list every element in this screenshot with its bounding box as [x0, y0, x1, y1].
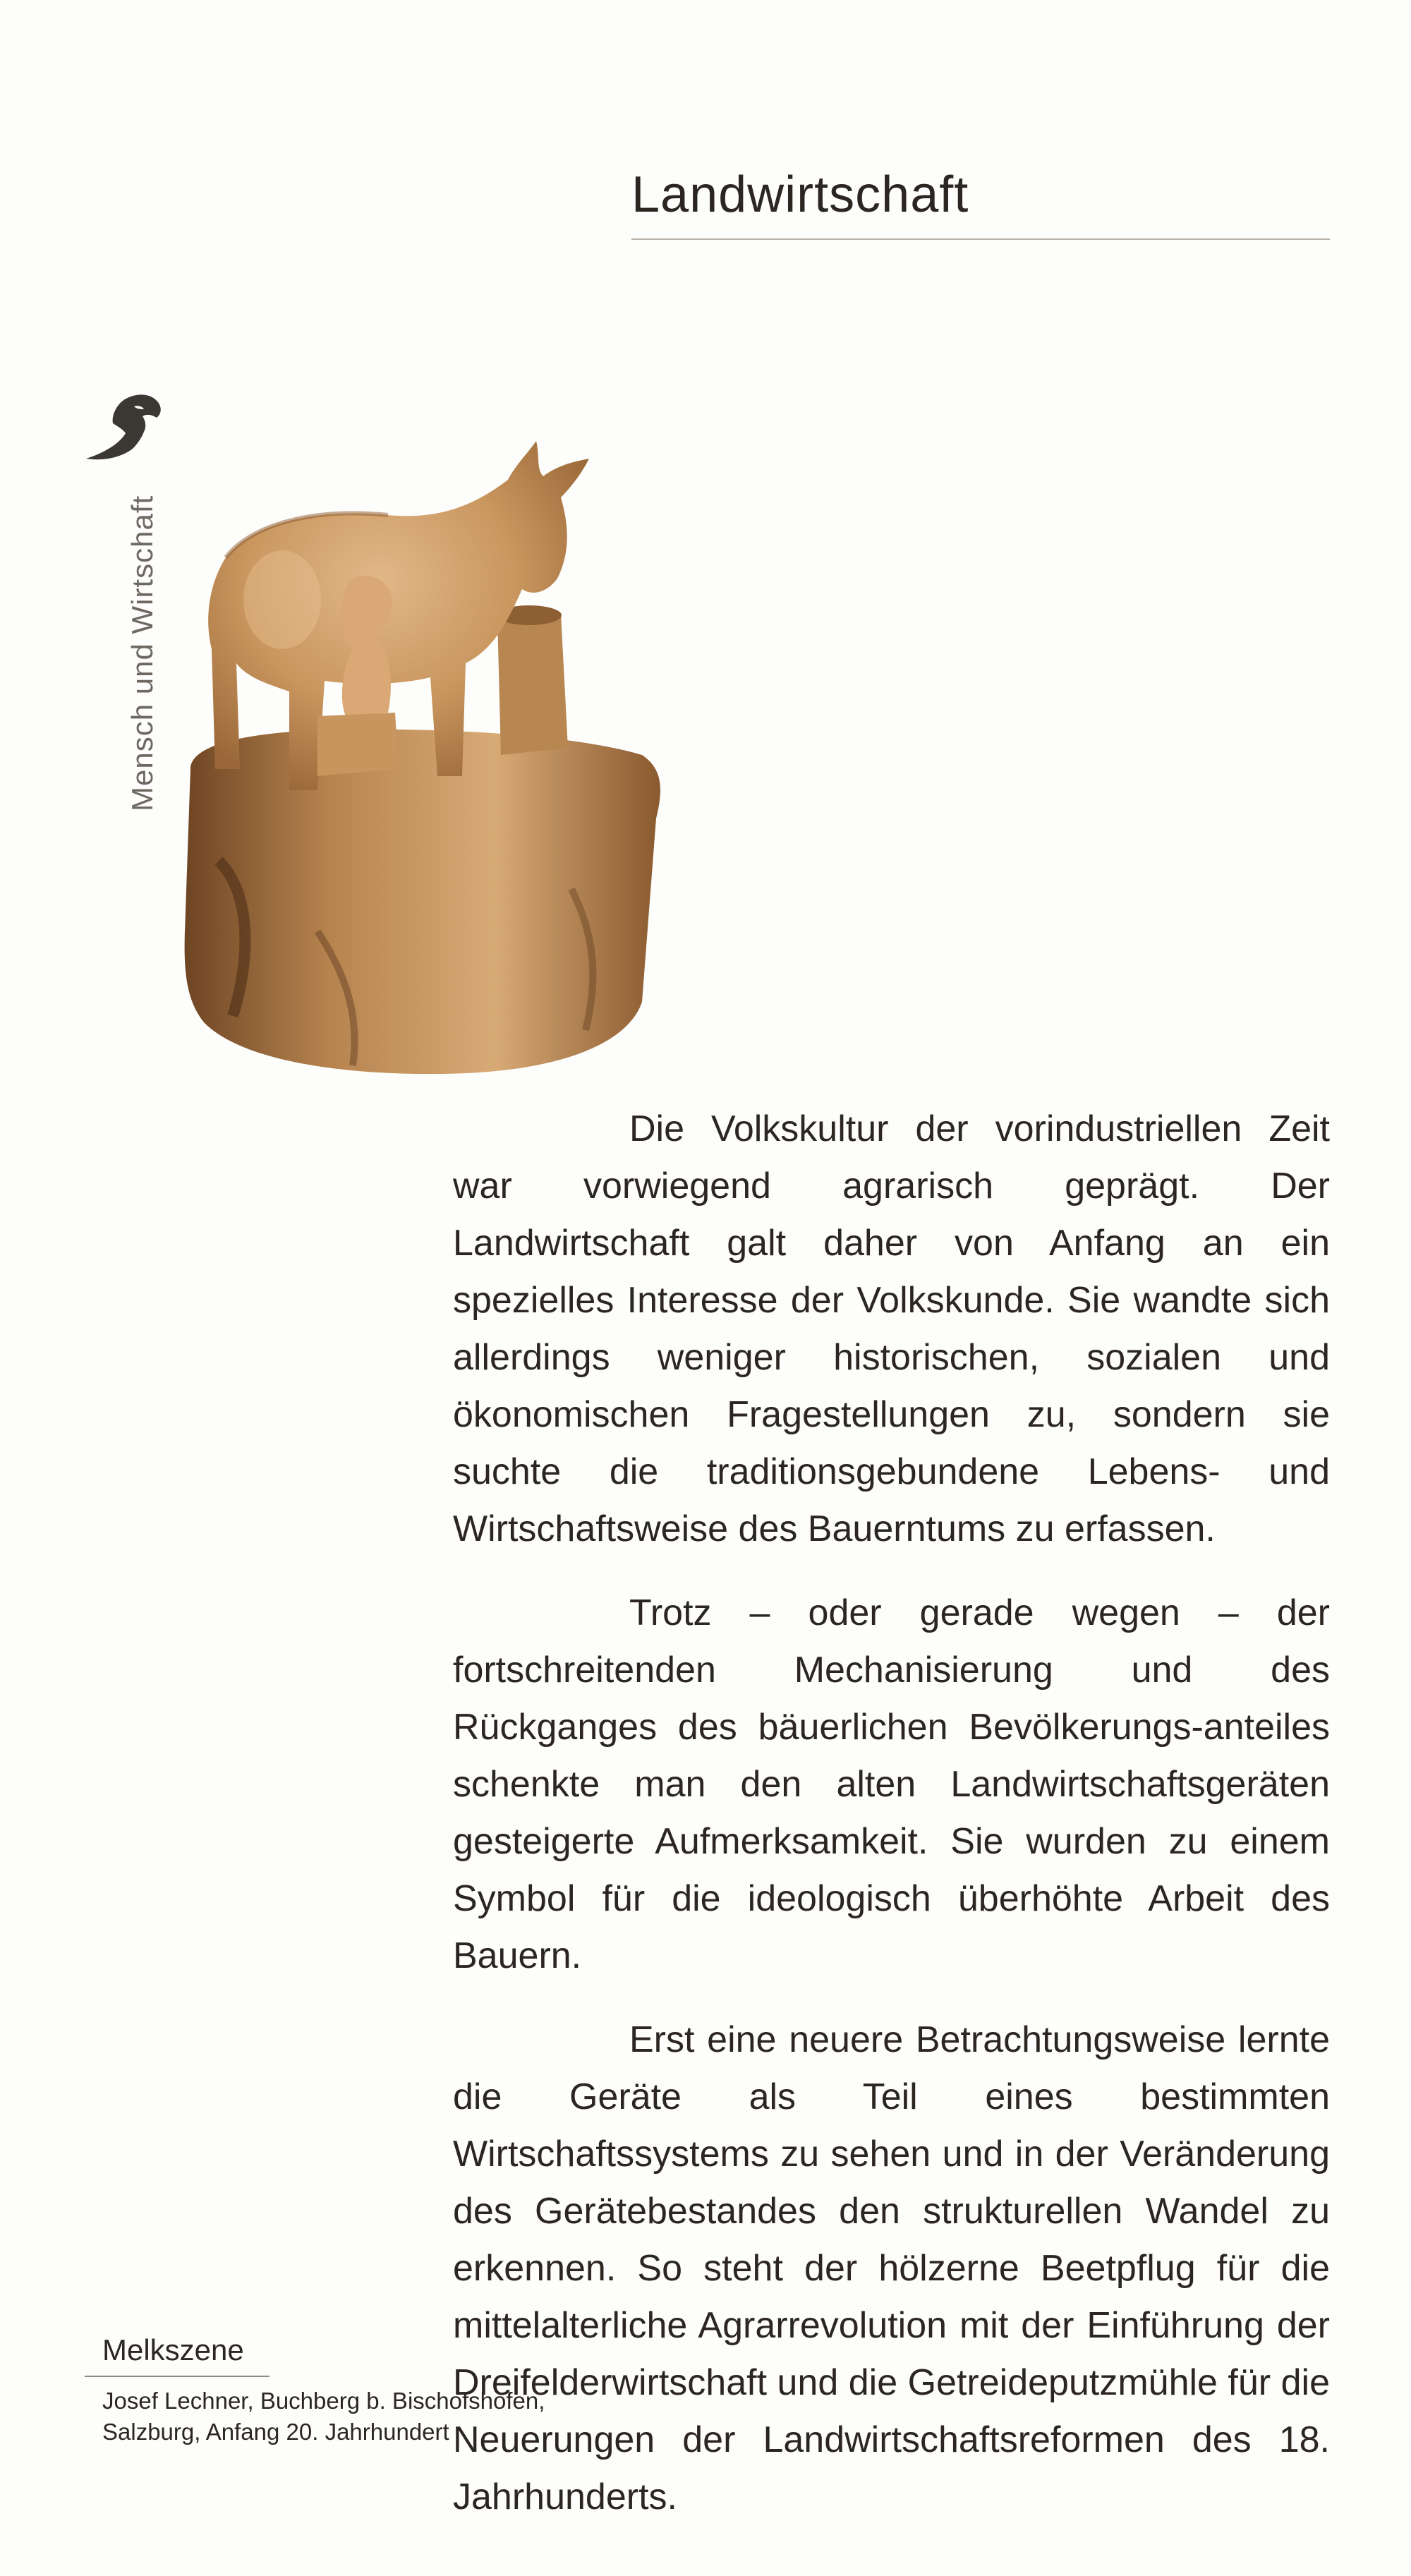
caption-line: Salzburg, Anfang 20. Jahrhundert — [102, 2419, 449, 2445]
caption-line: Josef Lechner, Buchberg b. Bischofshofen, — [102, 2388, 545, 2414]
page-title: Landwirtschaft — [631, 167, 969, 223]
title-underline — [631, 238, 1330, 240]
wood-carving-image — [176, 437, 670, 1087]
mask-logo-icon — [76, 374, 168, 466]
body-text — [453, 1101, 1330, 2553]
paragraph: Erst eine neuere Betrachtungsweise lernte die Geräte als Teil eines bestimmten Wirtschaftssystems zu sehen und in der Veränderung des Gerätebestandes den strukturellen Wandel zu erkennen. So steht der hölzerne Beetpflug für die mittelalterliche Agrarrevolution mit der Einführung der Dreifelderwirtschaft und die Getreideputzmühle für die Neuerungen der Landwirtschaftsreformen des 18. Jahrhunderts. — [453, 2019, 1330, 2517]
caption-title: Melkszene — [102, 2333, 244, 2366]
section-label: Mensch und Wirtschaft — [126, 495, 159, 811]
caption-text — [102, 2385, 638, 2448]
caption-rule — [85, 2376, 270, 2377]
paragraph: Die Volkskultur der vorindustriellen Zeit war vorwiegend agrarisch geprägt. Der Landwirtschaft galt daher von Anfang an ein spezielles Interesse der Volkskunde. Sie wandte sich allerdings weniger historischen, sozialen und ökonomischen Fragestellungen zu, sondern sie suchte die traditionsgebundene Lebens- und Wirtschaftsweise des Bauerntums zu erfassen. — [453, 1108, 1330, 1549]
paragraph: Trotz – oder gerade wegen – der fortschreitenden Mechanisierung und des Rückganges des bäuerlichen Bevölkerungs-anteiles schenkte man den alten Landwirtschaftsgeräten gesteigerte Aufmerksamkeit. Sie wurden zu einem Symbol für die ideologisch überhöhte Arbeit des Bauern. — [453, 1592, 1330, 1976]
